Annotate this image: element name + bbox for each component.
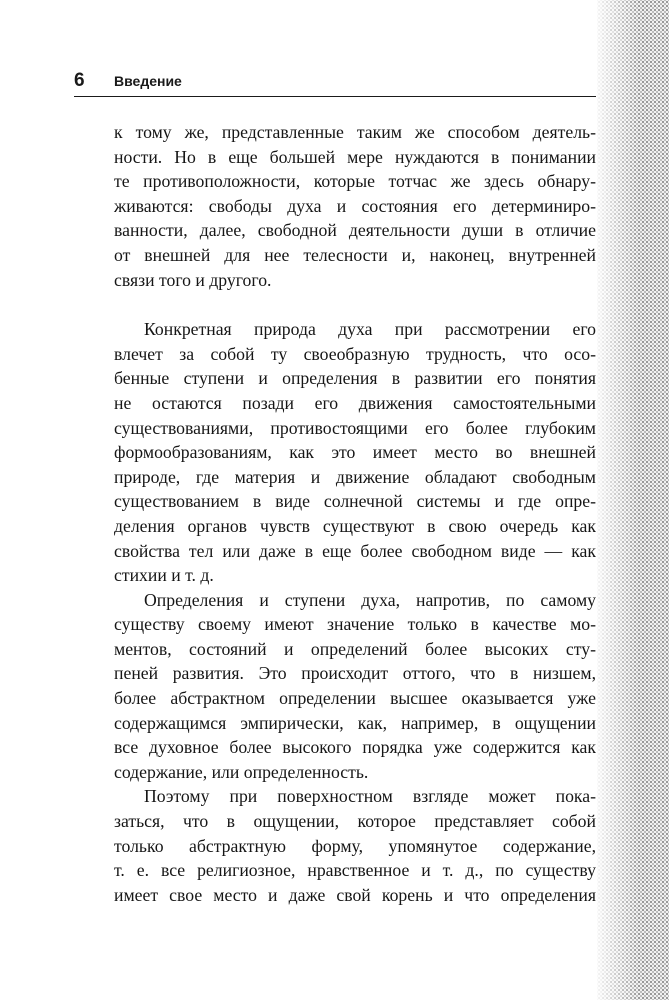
paragraph-1: [114, 120, 596, 292]
text-line: пеней развития. Это происходит оттого, что в низшем,: [114, 663, 596, 684]
page-header: [74, 70, 596, 97]
text-line: бенные ступени и определения в развитии его понятия: [114, 368, 596, 389]
text-line: деления органов чувств существуют в свою очередь как: [114, 515, 596, 536]
text-line: Конкретная природа духа при рассмотрении его: [144, 319, 596, 340]
text-line: ности. Но в еще большей мере нуждаются в понимании: [114, 146, 596, 167]
page-edge-fade: [597, 0, 669, 1000]
text-line: формообразованиям, как это имеет место во внешней: [114, 442, 596, 463]
text-line: Поэтому при поверхностном взгляде может пока-: [144, 786, 596, 807]
text-line: т. е. все религиозное, нравственное и т. д., по существу: [114, 860, 596, 881]
text-line: существу своему имеют значение только в качестве мо-: [114, 614, 596, 635]
text-line: ментов, состояний и определений более высоких сту-: [114, 638, 596, 659]
text-line: связи того и другого.: [114, 269, 272, 290]
text-line: от внешней для нее телесности и, наконец, внутренней: [114, 244, 596, 265]
text-line: имеет свое место и даже свой корень и что определения: [114, 884, 596, 905]
text-line: те противоположности, которые тотчас же здесь обнару-: [114, 171, 596, 192]
paragraph-2: [114, 317, 596, 588]
text-line: влечет за собой ту своеобразную трудность, что осо-: [114, 343, 596, 364]
text-line: содержащимся эмпирически, как, например, в ощущении: [114, 712, 596, 733]
page-number: 6: [74, 70, 85, 91]
running-head: Введение: [114, 73, 182, 89]
paragraph-4: [114, 784, 596, 907]
text-line: существованиями, противостоящими его более глубоким: [114, 417, 596, 438]
text-line: заться, что в ощущении, которое представляет собой: [114, 811, 596, 832]
text-line: к тому же, представленные таким же способом деятель-: [114, 122, 596, 142]
text-line: все духовное более высокого порядка уже содержится как: [114, 737, 596, 758]
text-line: только абстрактную форму, упомянутое содержание,: [114, 835, 596, 856]
text-line: более абстрактном определении высшее оказывается уже: [114, 688, 596, 709]
text-line: стихии и т. д.: [114, 565, 214, 586]
text-line: природе, где материя и движение обладают свободным: [114, 466, 596, 487]
text-line: ванности, далее, свободной деятельности души в отличие: [114, 220, 596, 241]
text-line: живаются: свободы духа и состояния его детерминиро-: [114, 195, 596, 216]
body-text: [114, 120, 596, 907]
text-line: существованием в виде солнечной системы и где опре-: [114, 491, 596, 512]
paragraph-3: [114, 588, 596, 785]
text-line: не остаются позади его движения самостоятельными: [114, 392, 596, 413]
text-line: свойства тел или даже в еще более свободном виде — как: [114, 540, 596, 561]
text-line: содержание, или определенность.: [114, 761, 369, 782]
text-line: Определения и ступени духа, напротив, по самому: [144, 589, 596, 610]
